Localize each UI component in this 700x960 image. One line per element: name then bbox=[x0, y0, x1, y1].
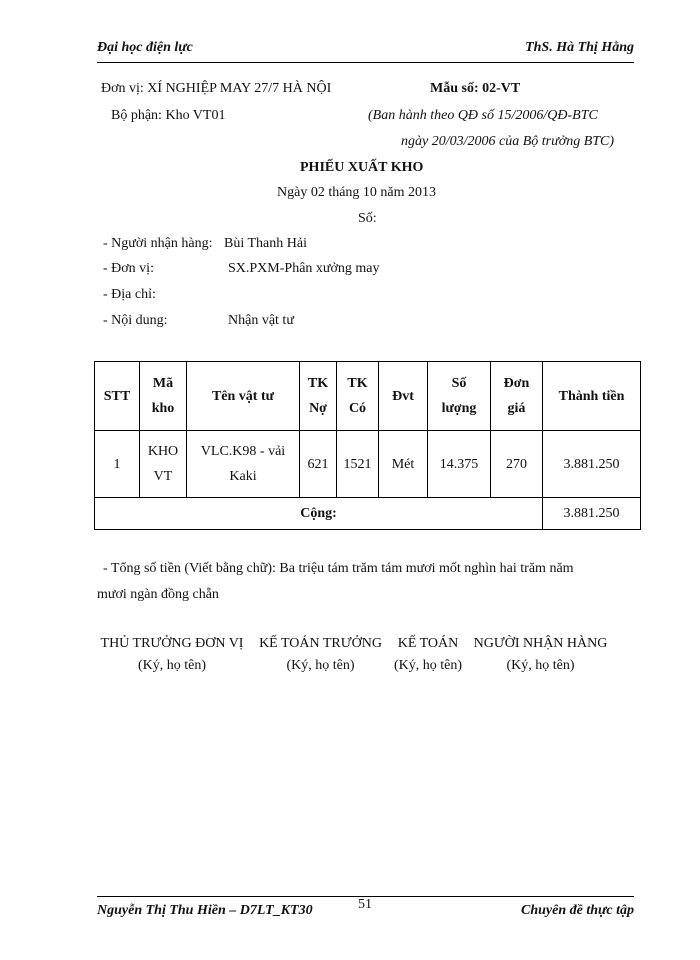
unit-info-label: - Đơn vị: bbox=[103, 261, 154, 276]
decree-line-2: ngày 20/03/2006 của Bộ trưởng BTC) bbox=[401, 134, 615, 149]
cell-don-gia: 270 bbox=[491, 431, 543, 498]
table-total-row bbox=[95, 498, 641, 530]
content-value: Nhận vật tư bbox=[228, 313, 294, 328]
receiver-label: - Người nhận hàng: bbox=[103, 236, 213, 251]
decree-line-1: (Ban hành theo QĐ số 15/2006/QĐ-BTC bbox=[368, 108, 598, 123]
unit-value: XÍ NGHIỆP MAY 27/7 HÀ NỘI bbox=[147, 81, 332, 96]
header-tk-no: TK Nợ bbox=[300, 362, 337, 431]
cell-tk-no: 621 bbox=[300, 431, 337, 498]
cell-so-luong: 14.375 bbox=[428, 431, 491, 498]
cell-tk-co: 1521 bbox=[337, 431, 379, 498]
table-row bbox=[95, 431, 641, 498]
cell-dvt: Mét bbox=[379, 431, 428, 498]
receiver-value: Bùi Thanh Hải bbox=[224, 236, 307, 251]
amount-words-line-2: mươi ngàn đồng chẵn bbox=[97, 587, 219, 602]
header-tk-co: TK Có bbox=[337, 362, 379, 431]
unit-line bbox=[101, 81, 331, 97]
total-label: Cộng: bbox=[95, 498, 543, 530]
document-title: PHIẾU XUẤT KHO bbox=[300, 160, 424, 175]
header-rule bbox=[97, 62, 634, 63]
issue-table bbox=[94, 361, 641, 530]
content-label: - Nội dung: bbox=[103, 313, 168, 328]
header-ten-vat-tu: Tên vật tư bbox=[187, 362, 300, 431]
footer-right: Chuyên đề thực tập bbox=[520, 903, 634, 918]
signature-receiver: NGƯỜI NHẬN HÀNG (Ký, họ tên) bbox=[473, 636, 608, 673]
header-so-luong: Số lượng bbox=[428, 362, 491, 431]
page-number: 51 bbox=[358, 897, 372, 912]
cell-ten-vat-tu: VLC.K98 - vải Kaki bbox=[187, 431, 300, 498]
total-value: 3.881.250 bbox=[543, 498, 641, 530]
department-value: Kho VT01 bbox=[165, 108, 226, 123]
unit-info-value: SX.PXM-Phân xưởng may bbox=[228, 261, 380, 276]
header-don-gia: Đơn giá bbox=[491, 362, 543, 431]
table-header-row bbox=[95, 362, 641, 431]
header-thanh-tien: Thành tiền bbox=[543, 362, 641, 431]
signature-accountant: KẾ TOÁN (Ký, họ tên) bbox=[393, 636, 463, 673]
header-right: ThS. Hà Thị Hằng bbox=[525, 40, 634, 55]
signature-chief-accountant: KẾ TOÁN TRƯỞNG (Ký, họ tên) bbox=[259, 636, 382, 673]
amount-words-line-1: - Tổng số tiền (Viết bằng chữ): Ba triệu tám trăm tám mươi mốt nghìn hai trăm năm bbox=[103, 561, 574, 576]
header-stt: STT bbox=[95, 362, 140, 431]
department-label: Bộ phận: bbox=[111, 108, 162, 123]
cell-thanh-tien: 3.881.250 bbox=[543, 431, 641, 498]
header-ma-kho: Mã kho bbox=[140, 362, 187, 431]
form-code: Mẫu số: 02-VT bbox=[430, 81, 521, 96]
signature-director: THỦ TRƯỞNG ĐƠN VỊ (Ký, họ tên) bbox=[100, 636, 244, 673]
footer-left: Nguyễn Thị Thu Hiền – D7LT_KT30 bbox=[97, 903, 313, 918]
document-date: Ngày 02 tháng 10 năm 2013 bbox=[277, 185, 437, 200]
document-number: Số: bbox=[358, 211, 377, 226]
cell-ma-kho: KHO VT bbox=[140, 431, 187, 498]
header-left: Đại học điện lực bbox=[97, 40, 193, 55]
header-dvt: Đvt bbox=[379, 362, 428, 431]
unit-label: Đơn vị: bbox=[101, 81, 144, 96]
address-label: - Địa chỉ: bbox=[103, 287, 156, 302]
department-line bbox=[111, 108, 225, 124]
cell-stt: 1 bbox=[95, 431, 140, 498]
